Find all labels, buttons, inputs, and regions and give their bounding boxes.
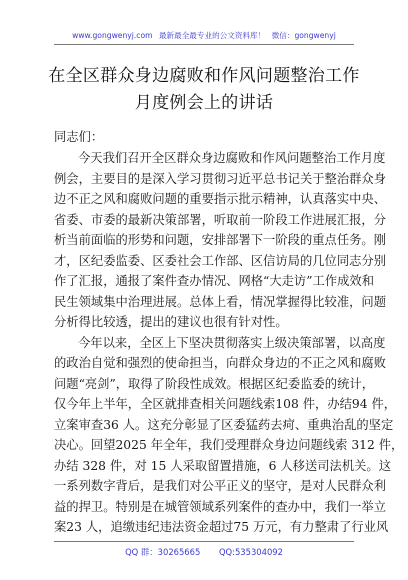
salutation: 同志们： xyxy=(54,130,104,144)
body-line: 问题“亮剑”，取得了阶段性成效。根据区纪委监委的统计， xyxy=(54,376,374,391)
body-line: 分析得比较透，提出的建议也很有针对性。 xyxy=(54,315,288,329)
header-slogan: 最新最全最专业的公文资料库！ xyxy=(158,31,266,40)
body-line: 立案审查36 人。这充分彰显了区委猛药去疴、重典治乱的坚定 xyxy=(54,417,394,432)
document-title: 在全区群众身边腐败和作风问题整治工作月度例会上的讲话 xyxy=(48,66,360,113)
body-line: 案23 人，追缴违纪违法资金超过75 万元，有力整肃了行业风 xyxy=(54,520,389,534)
document-body xyxy=(54,148,404,538)
body-line: 益的捍卫。特别是在城管领域系列案件的查办中，我们一举立 xyxy=(54,499,387,514)
body-line: 的政治自觉和强烈的使命担当，向群众身边的不正之风和腐败 xyxy=(54,356,387,370)
footer-banner xyxy=(0,546,408,558)
body-line: 决心。回望2025 年全年，我们受理群众身边问题线索 312 件， xyxy=(54,438,404,452)
body-line: 省委、市委的最新决策部署，听取前一阶段工作进展汇报，分 xyxy=(54,212,387,227)
footer-qq-group: QQ 群：30265665 xyxy=(125,547,201,557)
body-line: 例会，主要目的是深入学习贯彻习近平总书记关于整治群众身 xyxy=(54,171,387,186)
body-line: 析当前面临的形势和问题，安排部署下一阶段的重点任务。刚 xyxy=(54,233,387,247)
body-line: 作了汇报，通报了案件查办情况、网格“大走访”工作成效和 xyxy=(54,274,374,288)
header-site-link[interactable]: www.gongwenyj.com xyxy=(72,31,153,40)
header-wechat: 微信：gongwenyj xyxy=(271,31,336,40)
body-line: 今年以来，全区上下坚决贯彻落实上级决策部署，以高度 xyxy=(78,335,386,350)
footer-divider xyxy=(54,541,354,542)
footer-qq: QQ:535304092 xyxy=(218,547,283,557)
body-line: 仅今年上半年，全区就排查相关问题线索108 件，办结94 件， xyxy=(54,397,397,411)
header-banner xyxy=(0,30,408,41)
header-divider xyxy=(54,44,354,45)
body-line: 边不正之风和腐败问题的重要指示批示精神，认真落实中央、 xyxy=(54,192,387,206)
body-line: 才，区纪委监委、区委社会工作部、区信访局的几位同志分别 xyxy=(54,253,387,268)
body-line: 民生领域集中治理进展。总体上看，情况掌握得比较准，问题 xyxy=(54,294,387,309)
body-line: 今天我们召开全区群众身边腐败和作风问题整治工作月度 xyxy=(78,151,386,165)
body-line: 办结 328 件，对 15 人采取留置措施，6 人移送司法机关。这 xyxy=(54,458,392,473)
body-line: 一系列数字背后，是我们对公平正义的坚守，是对人民群众利 xyxy=(54,479,387,493)
